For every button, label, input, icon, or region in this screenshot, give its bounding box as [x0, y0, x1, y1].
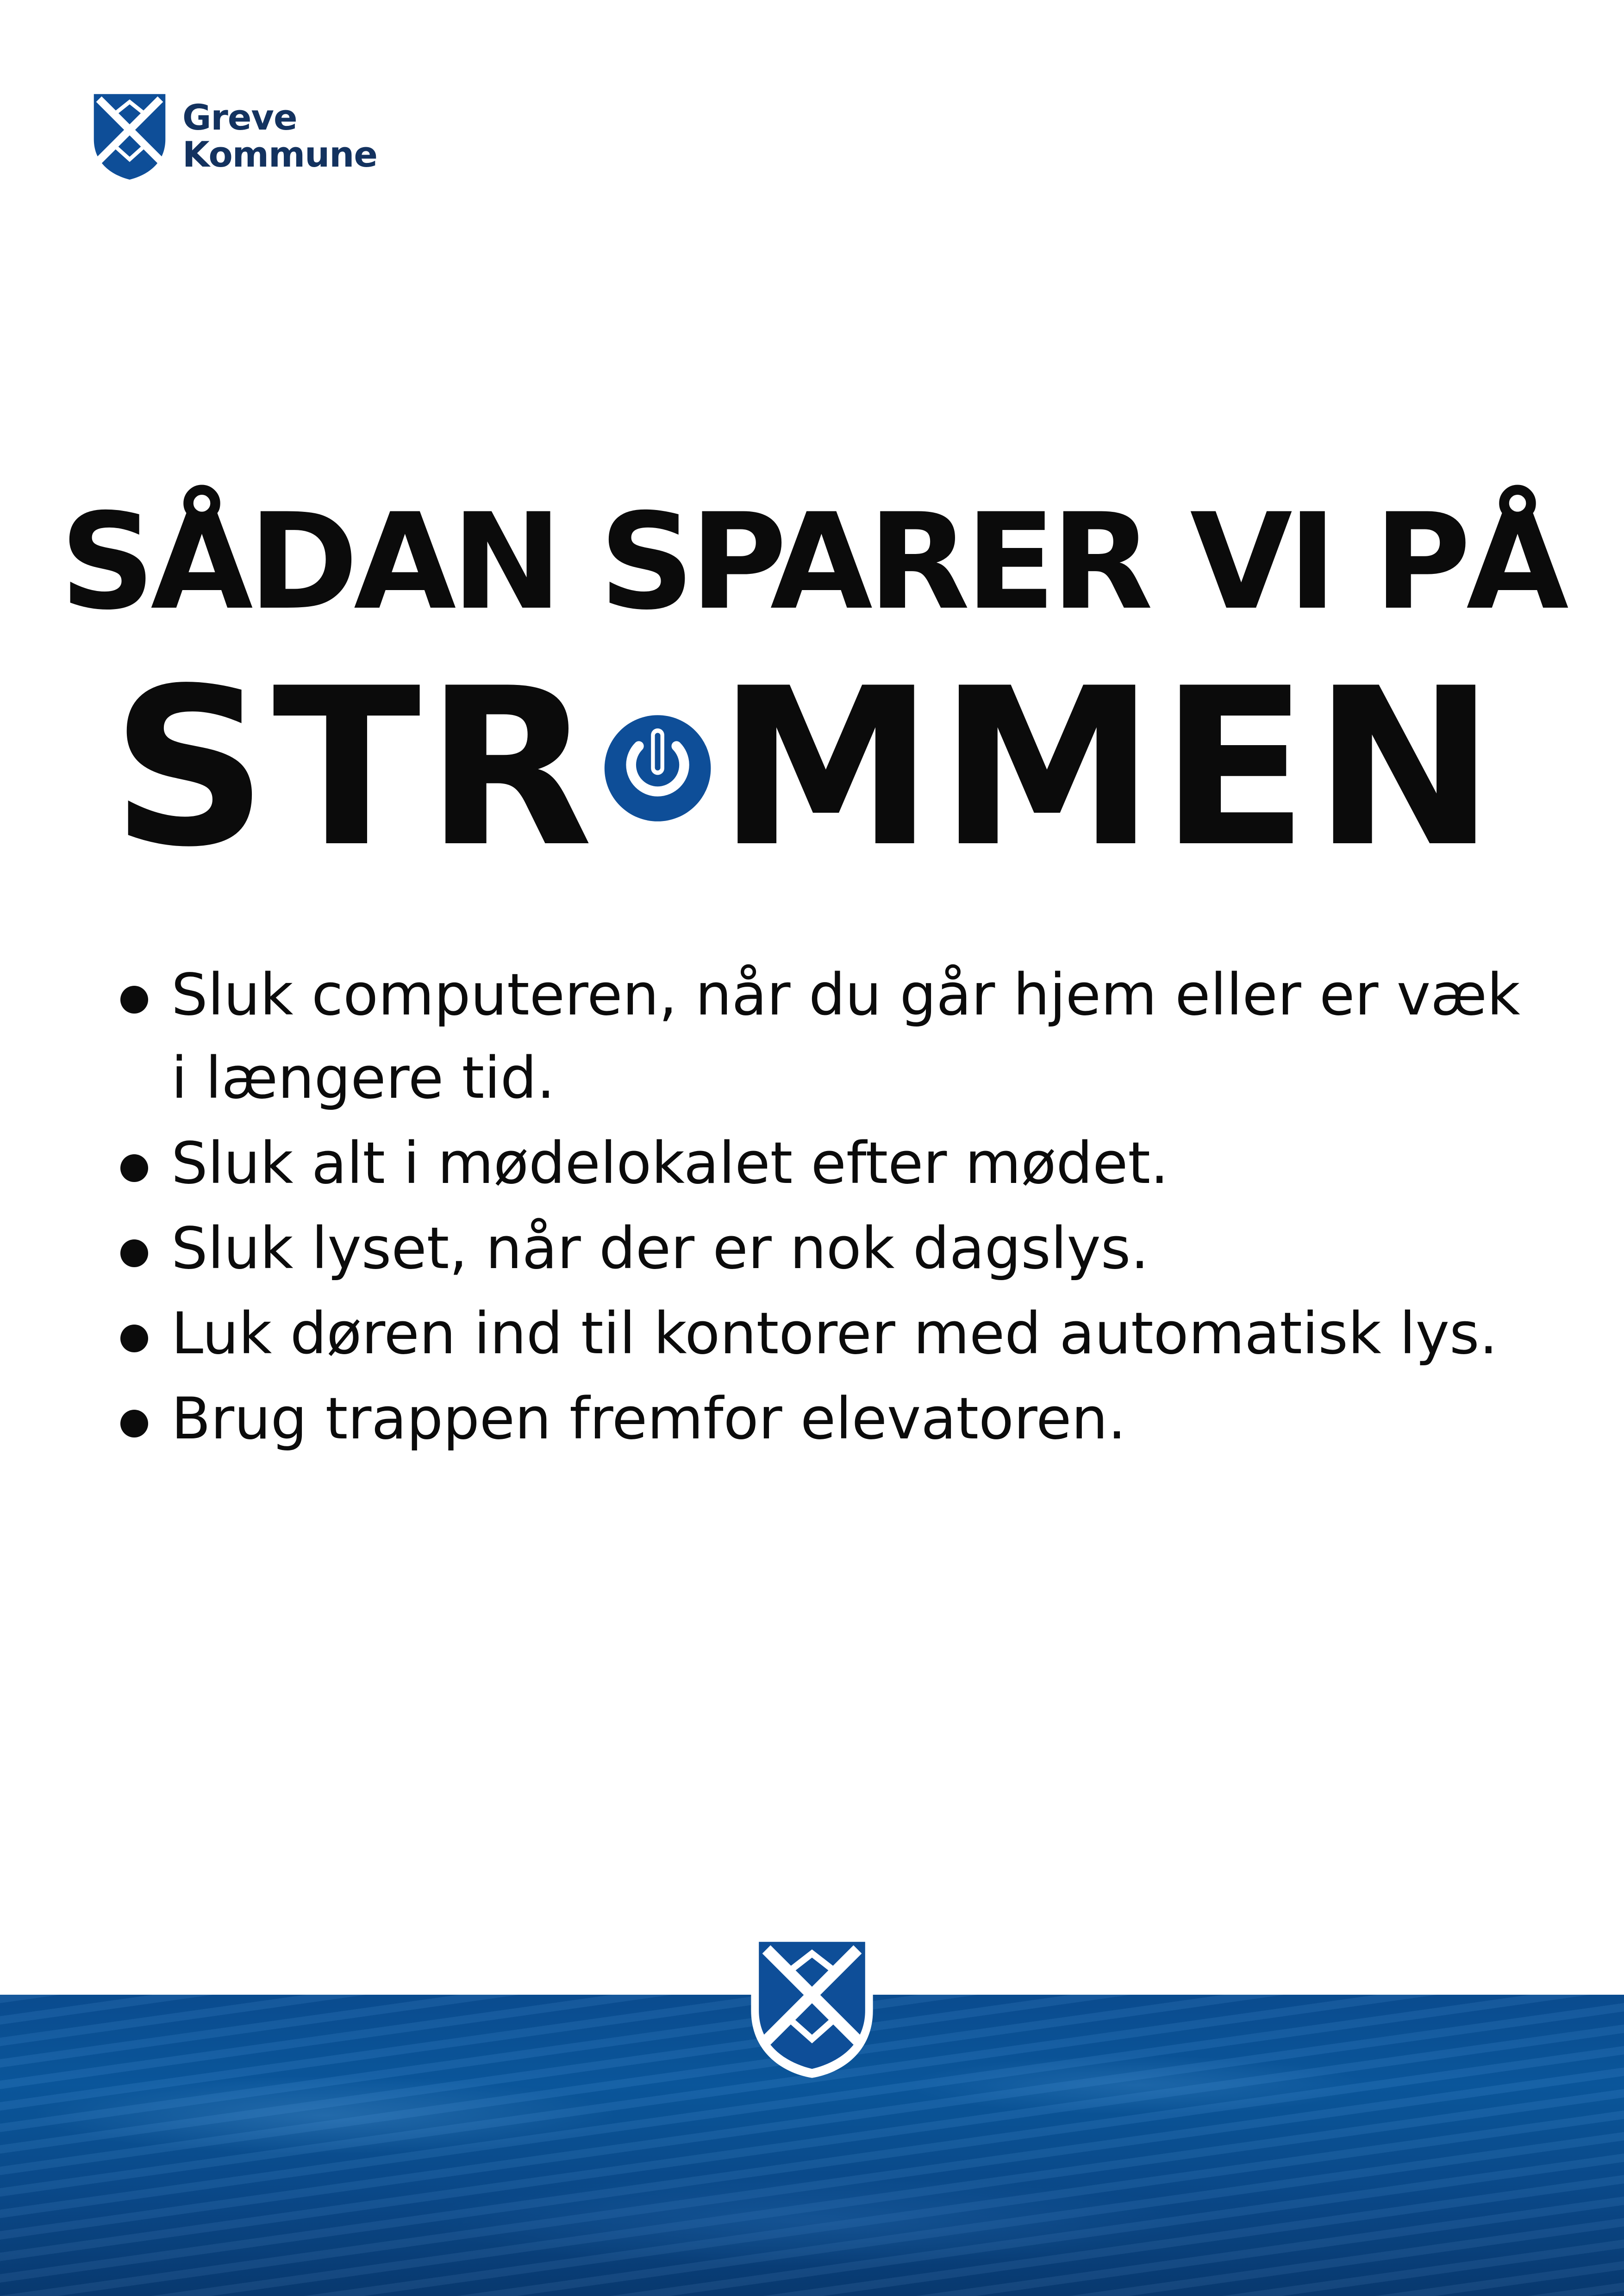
headline-line2: [111, 641, 1500, 895]
tip-text: Sluk lyset, når der er nok dagslys.: [171, 1215, 1149, 1282]
tip-text: Luk døren ind til kontorer med automatisk lys.: [171, 1300, 1498, 1367]
energy-saving-tips: [116, 953, 1532, 1462]
bullet-icon: [120, 986, 148, 1014]
bullet-icon: [120, 1325, 148, 1352]
brand-line2: Kommune: [182, 134, 377, 175]
tip-text: Brug trappen fremfor elevatoren.: [171, 1386, 1126, 1452]
bullet-icon: [120, 1410, 148, 1437]
greve-crest-icon: [747, 1930, 877, 2081]
headline-word-left: STR: [111, 641, 598, 895]
list-item: [116, 1377, 1532, 1461]
bullet-icon: [120, 1154, 148, 1182]
greve-crest-icon: [91, 91, 169, 181]
tip-text: Sluk alt i mødelokalet efter mødet.: [171, 1130, 1169, 1197]
bullet-icon: [120, 1239, 148, 1267]
brand-line1: Greve: [182, 97, 297, 138]
list-item: [116, 953, 1532, 1120]
brand-logo: [91, 91, 377, 181]
power-button-icon: [602, 669, 713, 868]
list-item: [116, 1292, 1532, 1375]
tip-text: Sluk computeren, når du går hjem eller er væk i længere tid.: [171, 962, 1520, 1112]
headline-line1: SÅDAN SPARER VI PÅ: [60, 485, 1564, 639]
list-item: [116, 1207, 1532, 1290]
headline-word-right: MMEN: [718, 641, 1500, 895]
brand-name: [182, 99, 377, 173]
list-item: [116, 1122, 1532, 1205]
